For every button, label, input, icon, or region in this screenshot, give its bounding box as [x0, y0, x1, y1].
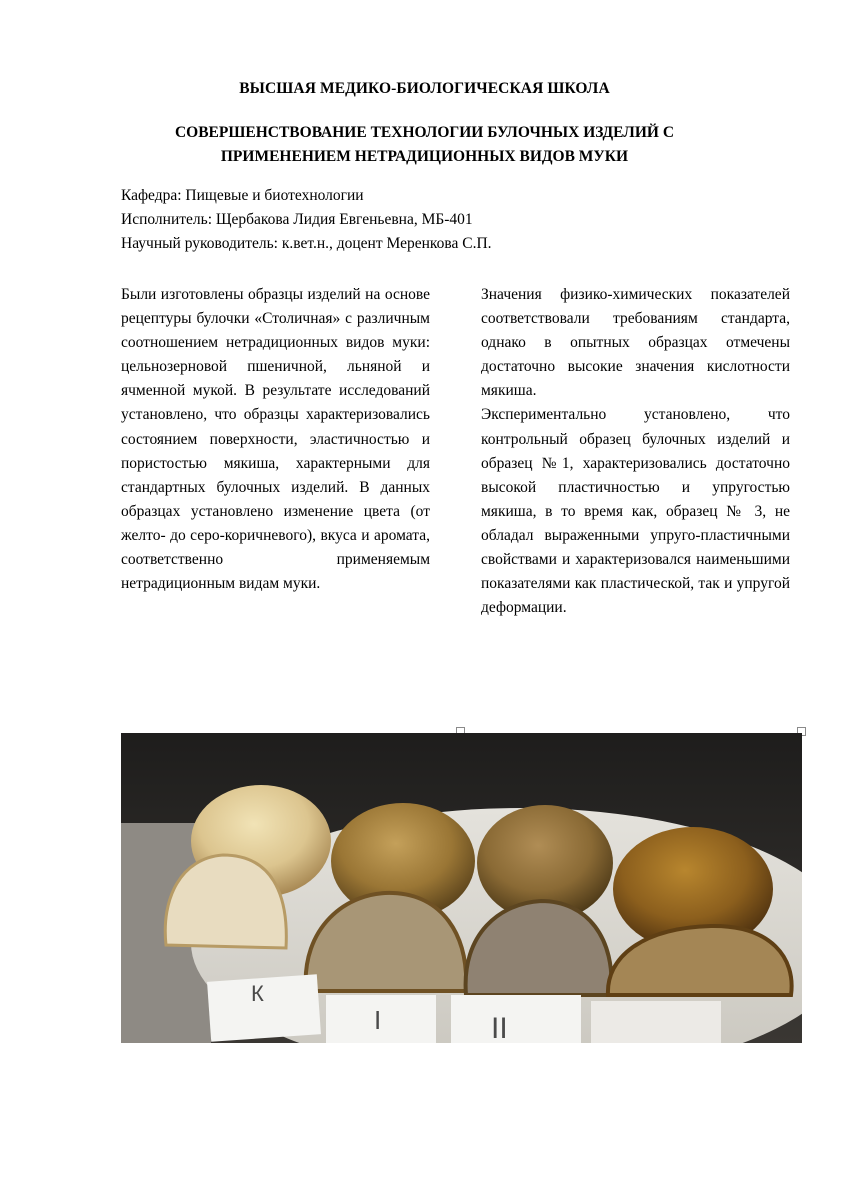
- label-sample2: II: [491, 1012, 508, 1043]
- label-card-sample2: [451, 995, 581, 1043]
- supervisor-line: Научный руководитель: к.вет.н., доцент Меренкова С.П.: [121, 235, 492, 252]
- title-line-2: ПРИМЕНЕНИЕМ НЕТРАДИЦИОННЫХ ВИДОВ МУКИ: [220, 148, 629, 165]
- right-paragraph-1: Значения физико-химических показателей соответствовали требованиям стандарта, однако в опытных образцах отмечены достаточно высокие значения кислотности мякиша.: [481, 286, 790, 400]
- title-line-1: СОВЕРШЕНСТВОВАНИЕ ТЕХНОЛОГИИ БУЛОЧНЫХ ИЗДЕЛИЙ С: [174, 124, 675, 141]
- label-sample1: I: [374, 1005, 382, 1035]
- left-column: [121, 283, 430, 596]
- document-title: [60, 121, 789, 169]
- right-column: [481, 283, 790, 620]
- right-paragraph-2: Экспериментально установлено, что контрольный образец булочных изделий и образец №1, характеризовались достаточно высокой пластичностью и упругостью мякиша, в то время как, образец № 3, не обладал выраженными упруго-пластичными свойствами и характеризовался наименьшими показателями как пластической, так и упругой деформации.: [481, 406, 790, 617]
- label-card-sample1: [326, 995, 436, 1043]
- label-card-control: [207, 974, 321, 1042]
- department-line: Кафедра: Пищевые и биотехнологии: [121, 187, 364, 204]
- school-name: ВЫСШАЯ МЕДИКО-БИОЛОГИЧЕСКАЯ ШКОЛА: [239, 80, 610, 97]
- bread-photo: [121, 733, 802, 1043]
- left-paragraph: Были изготовлены образцы изделий на основе рецептуры булочки «Столичная» с различным соотношением нетрадиционных видов муки: цельнозерновой пшеничной, льняной и ячменной мукой. В результате исследований установлено, что образцы характеризовались состоянием поверхности, эластичностью и пористостью мякиша, характерными для стандартных булочных изделий. В данных образцах установлено изменение цвета (от желто- до серо-коричневого), вкуса и аромата, соответственно применяемым нетрадиционным видам муки.: [121, 286, 430, 593]
- author-line: Исполнитель: Щербакова Лидия Евгеньевна, МБ-401: [121, 211, 473, 228]
- meta-block: [121, 184, 492, 256]
- label-control: К: [251, 981, 264, 1006]
